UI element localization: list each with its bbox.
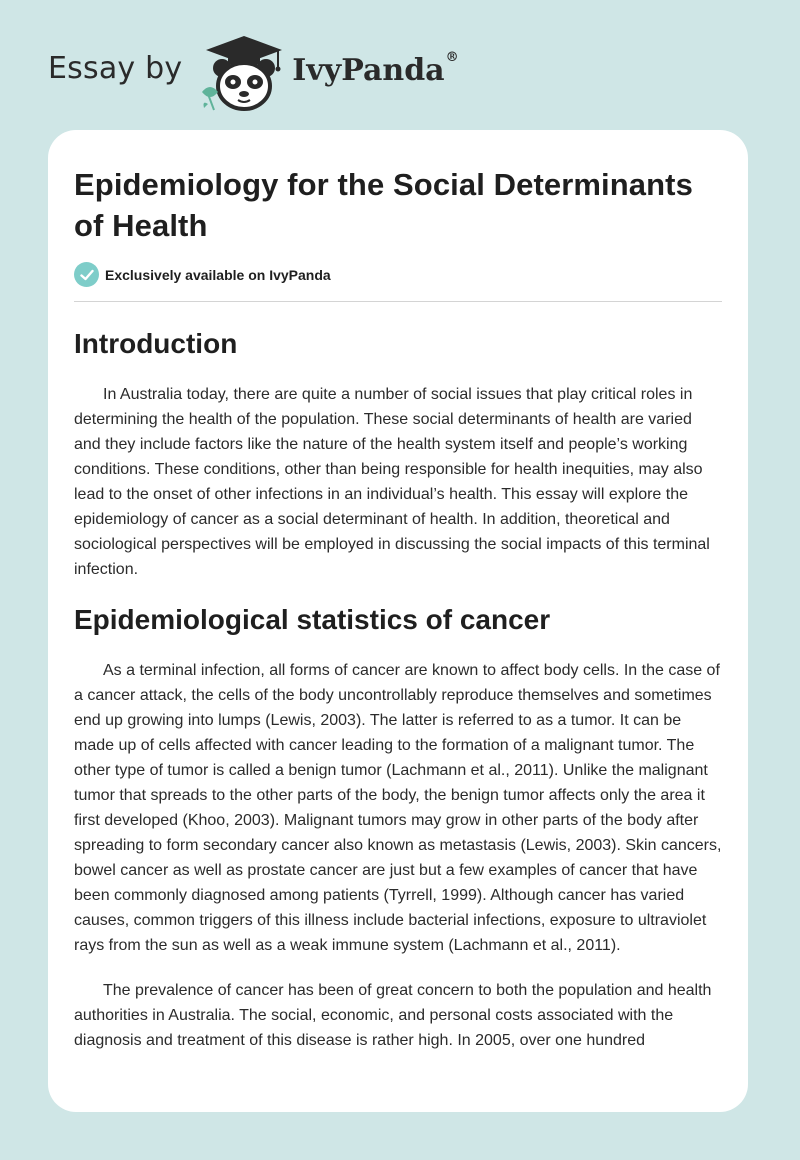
page-title: Epidemiology for the Social Determinants of Health: [74, 167, 693, 243]
section-heading-introduction: Introduction: [74, 328, 238, 359]
paragraph: As a terminal infection, all forms of cancer are known to affect body cells. In the case of a cancer attack, the cells of the body uncontrollably reproduce themselves and sometimes end up growing into lumps (Lewis, 2003). The latter is referred to as a tumor. It can be made up of cells affected with cancer leading to the formation of a malignant tumor. The other type of tumor is called a benign tumor (Lachmann et al., 2011). Unlike the malignant tumor that spreads to the other parts of the body, the benign tumor affects only the area it first developed (Khoo, 2003). Malignant tumors may grow in other parts of the body after spreading to form secondary cancer also known as metastasis (Lewis, 2003). Skin cancers, bowel cancer as well as prostate cancer are just but a few examples of cancer that have been commonly diagnosed among patients (Tyrrell, 1999). Although cancer has varied causes, common triggers of this illness include bacterial infections, exposure to ultraviolet rays from the sun as well as a weak immune system (Lachmann et al., 2011).: [74, 662, 722, 954]
essay-by-label: Essay by: [48, 50, 183, 86]
exclusive-badge: [74, 262, 722, 302]
paragraph: The prevalence of cancer has been of great concern to both the population and health authorities in Australia. The social, economic, and personal costs associated with the diagnosis and treatment of this disease is rather high. In 2005, over one hundred: [74, 982, 712, 1049]
site-header: [48, 34, 459, 114]
essay-card: [48, 130, 748, 1112]
check-circle-icon: [74, 262, 99, 287]
registered-mark: ®: [445, 49, 459, 65]
brand-name[interactable]: [292, 49, 459, 88]
brand-name-text: IvyPanda: [292, 52, 445, 88]
section-heading-epidemiological-statistics: Epidemiological statistics of cancer: [74, 604, 551, 635]
ivypanda-logo-icon[interactable]: [198, 34, 290, 114]
exclusive-label: Exclusively available on IvyPanda: [105, 266, 331, 283]
paragraph: In Australia today, there are quite a number of social issues that play critical roles in determining the health of the population. These social determinants of health are varied and they include factors like the nature of the health system itself and people’s working conditions. These conditions, other than being responsible for health inequities, may also lead to the onset of other infections in an individual’s health. This essay will explore the epidemiology of cancer as a social determinant of health. In addition, theoretical and sociological perspectives will be employed in discussing the social impacts of this terminal infection.: [74, 386, 710, 578]
